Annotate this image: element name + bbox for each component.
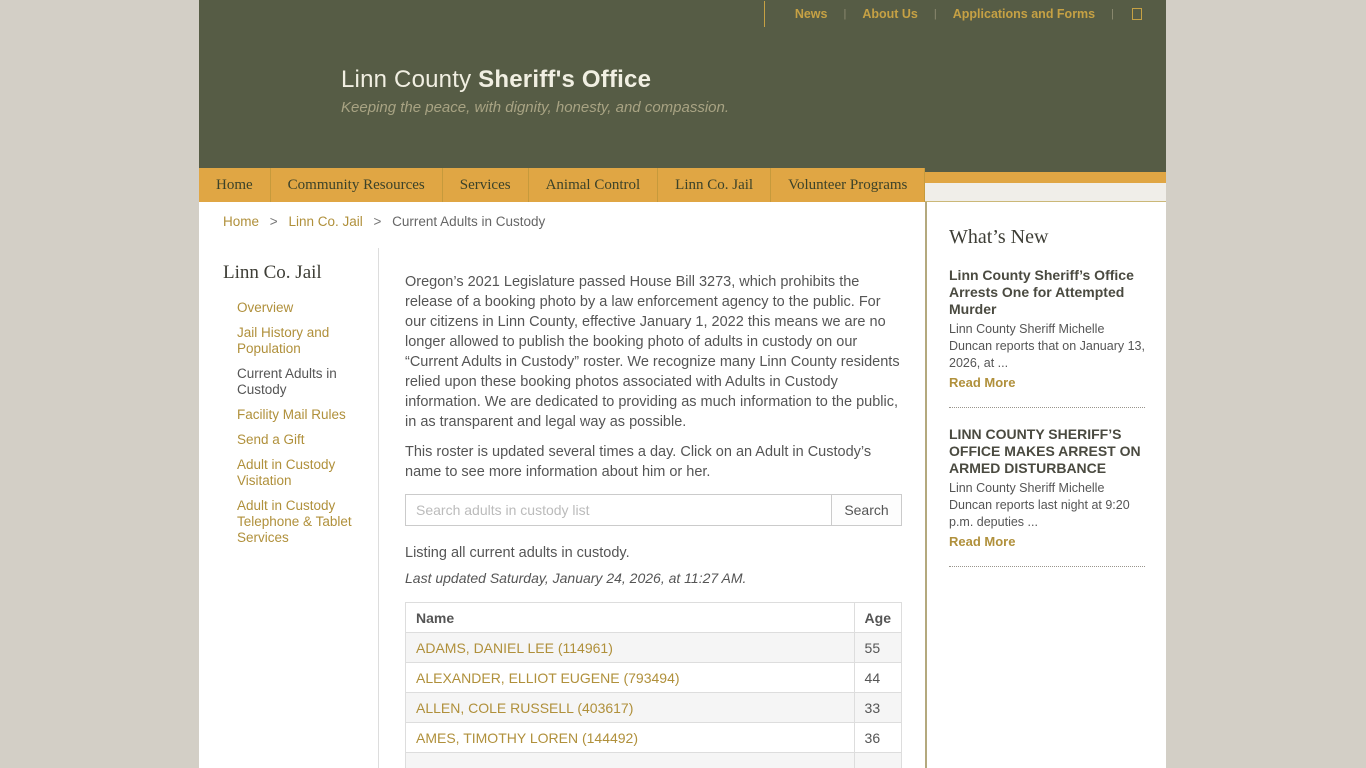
search-button[interactable]: Search <box>832 494 902 526</box>
nav-item-home[interactable]: Home <box>199 168 271 202</box>
breadcrumb-linn-co-jail[interactable]: Linn Co. Jail <box>288 214 363 229</box>
table-row <box>406 693 902 723</box>
column-header-age: Age <box>854 603 901 633</box>
topbar-divider <box>764 1 765 27</box>
inmate-age: 36 <box>854 723 901 753</box>
nav-item-community-resources[interactable]: Community Resources <box>271 168 443 202</box>
nav-right-cap <box>925 168 1166 202</box>
read-more-link[interactable]: Read More <box>949 375 1016 390</box>
utility-nav <box>764 0 1166 27</box>
news-item <box>949 267 1145 392</box>
topbar-separator: | <box>843 7 847 20</box>
roster-search <box>405 494 902 526</box>
news-title: Linn County Sheriff’s Office Arrests One for Attempted Murder <box>949 267 1134 317</box>
roster-info-paragraph: This roster is updated several times a day. Click on an Adult in Custody’s name to see more information about him or her. <box>405 444 872 480</box>
main-nav <box>199 168 925 202</box>
sidebar-item-jail-history-and-population[interactable]: Jail History and Population <box>237 325 330 356</box>
site-tagline: Keeping the peace, with dignity, honesty, and compassion. <box>341 99 730 116</box>
site-title-bold: Sheriff's Office <box>478 66 652 93</box>
nav-item-services[interactable]: Services <box>443 168 529 202</box>
custody-roster-table <box>405 602 902 768</box>
column-header-name: Name <box>406 603 855 633</box>
search-icon[interactable] <box>1132 8 1142 20</box>
sidebar-content-divider <box>378 248 379 768</box>
inmate-age: 33 <box>854 693 901 723</box>
whats-new-panel <box>925 202 1166 768</box>
read-more-link[interactable]: Read More <box>949 534 1016 549</box>
topbar-separator: | <box>933 7 937 20</box>
inmate-name-link[interactable]: ADAMS, DANIEL LEE (114961) <box>416 639 613 656</box>
news-title: LINN COUNTY SHERIFF’S OFFICE MAKES ARREST ON ARMED DISTURBANCE <box>949 426 1141 476</box>
inmate-name-link[interactable]: ALEXANDER, ELLIOT EUGENE (793494) <box>416 669 680 686</box>
sidebar-item-adult-in-custody-telephone-tablet-services[interactable]: Adult in Custody Telephone & Tablet Services <box>237 498 352 545</box>
breadcrumb-separator: > <box>269 214 278 229</box>
sidebar-menu <box>223 300 375 546</box>
nav-item-volunteer-programs[interactable]: Volunteer Programs <box>771 168 925 202</box>
breadcrumb-current-page: Current Adults in Custody <box>392 214 546 229</box>
sidebar-item-overview[interactable]: Overview <box>237 300 294 315</box>
nav-item-animal-control[interactable]: Animal Control <box>529 168 659 202</box>
topbar-separator: | <box>1111 7 1114 20</box>
topbar-link-applications-and-forms[interactable]: Applications and Forms <box>952 6 1096 21</box>
site-title-regular: Linn County <box>341 66 472 93</box>
table-row-partial <box>406 753 902 768</box>
breadcrumb-home[interactable]: Home <box>223 214 260 229</box>
news-divider <box>949 407 1145 408</box>
news-item <box>949 426 1145 551</box>
search-input[interactable] <box>405 494 832 526</box>
listing-status-text: Listing all current adults in custody. <box>405 545 630 561</box>
table-row <box>406 633 902 663</box>
last-updated-text: Last updated Saturday, January 24, 2026, at 11:27 AM. <box>405 570 747 586</box>
sidebar-item-current-adults-in-custody: Current Adults in Custody <box>237 366 337 397</box>
topbar-link-about-us[interactable]: About Us <box>862 6 918 21</box>
whats-new-heading: What’s New <box>949 226 1049 248</box>
news-divider <box>949 566 1145 567</box>
site-title-block <box>341 66 729 116</box>
jail-section-sidebar <box>223 262 375 555</box>
nav-item-linn-co-jail[interactable]: Linn Co. Jail <box>658 168 771 202</box>
breadcrumb <box>223 214 545 229</box>
intro-paragraph: Oregon’s 2021 Legislature passed House Bill 3273, which prohibits the release of a booking photo by a law enforcement agency to the public. For our citizens in Linn County, effective January 1, 2022 this means we are no longer allowed to publish the booking photo of adults in custody on our “Current Adults in Custody” roster. We recognize many Linn County residents relied upon these booking photos associated with Adults in Custody information. We are dedicated to providing as much information to the public, in as transparent and legal way as possible. <box>405 274 900 430</box>
inmate-age: 55 <box>854 633 901 663</box>
table-row <box>406 723 902 753</box>
inmate-name-link[interactable]: ALLEN, COLE RUSSELL (403617) <box>416 699 634 716</box>
page-container <box>199 0 1166 768</box>
topbar-link-news[interactable]: News <box>794 6 828 21</box>
inmate-name-link[interactable]: AMES, TIMOTHY LOREN (144492) <box>416 729 638 746</box>
main-content <box>405 272 902 768</box>
sidebar-item-adult-in-custody-visitation[interactable]: Adult in Custody Visitation <box>237 457 336 488</box>
site-header <box>199 0 1166 168</box>
table-row <box>406 663 902 693</box>
inmate-age: 44 <box>854 663 901 693</box>
sidebar-heading: Linn Co. Jail <box>223 262 322 283</box>
sidebar-item-send-a-gift[interactable]: Send a Gift <box>237 432 305 447</box>
news-excerpt: Linn County Sheriff Michelle Duncan reports last night at 9:20 p.m. deputies ... <box>949 481 1130 529</box>
news-excerpt: Linn County Sheriff Michelle Duncan reports that on January 13, 2026, at ... <box>949 322 1145 370</box>
breadcrumb-separator: > <box>373 214 382 229</box>
sidebar-item-facility-mail-rules[interactable]: Facility Mail Rules <box>237 407 346 422</box>
table-header-row <box>406 603 902 633</box>
page-title <box>341 66 729 94</box>
